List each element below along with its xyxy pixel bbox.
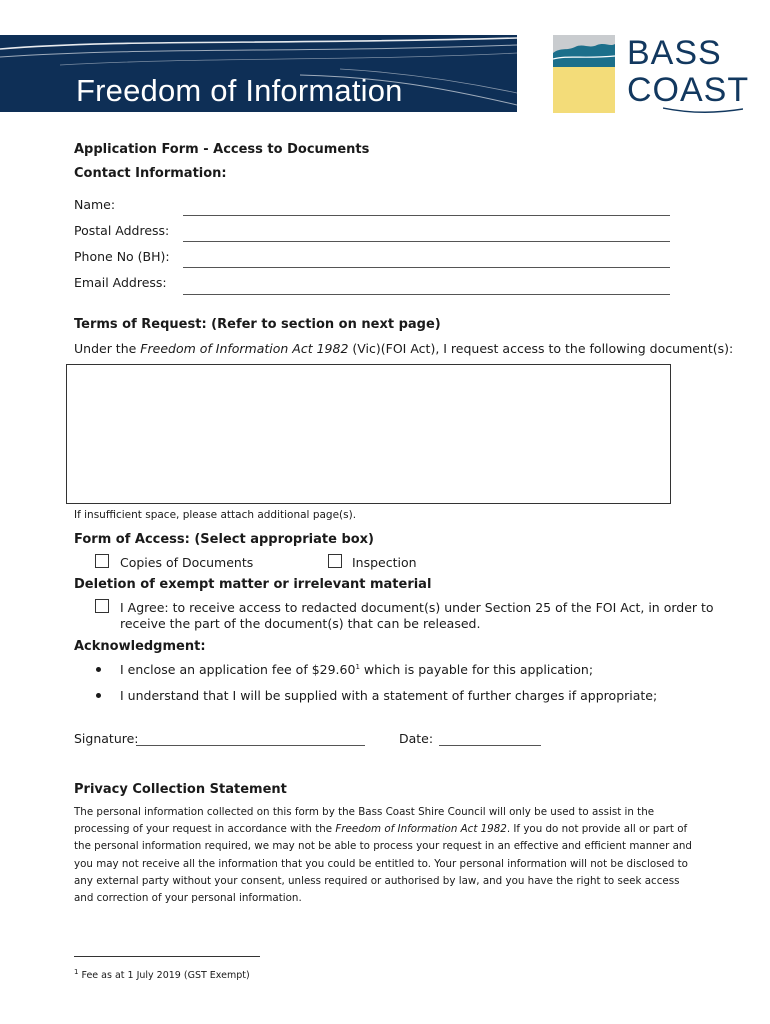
ack-fee-post: which is payable for this application; [359, 662, 594, 677]
privacy-heading: Privacy Collection Statement [74, 782, 287, 797]
deletion-heading: Deletion of exempt matter or irrelevant material [74, 577, 432, 592]
footnote [74, 968, 250, 981]
logo-text-coast: COAST [627, 71, 750, 109]
email-label: Email Address: [74, 275, 167, 290]
terms-heading: Terms of Request: (Refer to section on next page) [74, 317, 441, 332]
footnote-text: Fee as at 1 July 2019 (GST Exempt) [81, 970, 250, 982]
bullet-icon [96, 693, 101, 698]
email-field[interactable] [183, 294, 670, 295]
bullet-icon [96, 667, 101, 672]
header-banner [0, 35, 517, 112]
name-field[interactable] [183, 215, 670, 216]
inspection-checkbox[interactable] [328, 554, 342, 568]
name-label: Name: [74, 197, 116, 212]
postal-address-field[interactable] [183, 241, 670, 242]
postal-address-label: Postal Address: [74, 223, 170, 238]
terms-text [74, 341, 733, 356]
contact-heading: Contact Information: [74, 166, 227, 181]
terms-text-pre: Under the [74, 341, 141, 356]
agree-redacted-line1: I Agree: to receive access to redacted document(s) under Section 25 of the FOI Act, in order to [120, 600, 714, 615]
date-label: Date: [399, 731, 434, 746]
agree-redacted-checkbox[interactable] [95, 599, 109, 613]
logo-swoosh [663, 105, 743, 115]
privacy-text-part2: . If you do not provide all or part of the personal information required, we may not be able to process your request in an effective and efficient manner and you may not receive all the information that you could be entitled to. Your personal information will not be disclosed to any external party without your consent, unless required or authorised by law, and you have the right to seek access and correction of your personal information. [74, 823, 692, 905]
ack-fee-footnote-mark: 1 [355, 662, 360, 671]
footnote-mark: 1 [74, 968, 79, 976]
inspection-label: Inspection [352, 555, 417, 570]
bass-coast-logo [553, 33, 750, 115]
signature-field[interactable] [136, 745, 365, 746]
access-heading: Form of Access: (Select appropriate box) [74, 532, 375, 547]
copies-checkbox[interactable] [95, 554, 109, 568]
banner-title: Freedom of Information [76, 73, 403, 108]
footnote-divider [74, 956, 260, 957]
logo-text-bass: BASS [627, 34, 722, 72]
terms-text-post: (Vic)(FOI Act), I request access to the following document(s): [348, 341, 734, 356]
ack-fee-text [120, 662, 593, 677]
logo-landscape-icon [553, 33, 615, 113]
document-request-box[interactable] [66, 364, 671, 504]
terms-act-title: Freedom of Information Act 1982 [140, 341, 349, 356]
ack-charges-text: I understand that I will be supplied with a statement of further charges if appropriate; [120, 688, 658, 703]
form-title: Application Form - Access to Documents [74, 142, 370, 157]
ack-fee-pre: I enclose an application fee of $29.60 [120, 662, 356, 677]
privacy-text-part1: The personal information collected on this form by the Bass Coast Shire Council will only be used to assist in the processing of your request in accordance with the [74, 806, 655, 836]
acknowledgment-heading: Acknowledgment: [74, 639, 206, 654]
privacy-paragraph [74, 804, 699, 907]
copies-label: Copies of Documents [120, 555, 254, 570]
privacy-act-title: Freedom of Information Act 1982 [335, 823, 507, 836]
signature-label: Signature: [74, 731, 139, 746]
phone-field[interactable] [183, 267, 670, 268]
date-field[interactable] [439, 745, 541, 746]
agree-redacted-line2: receive the part of the document(s) that can be released. [120, 616, 481, 631]
privacy-statement [74, 804, 699, 907]
insufficient-space-note: If insufficient space, please attach additional page(s). [74, 509, 357, 521]
phone-label: Phone No (BH): [74, 249, 170, 264]
